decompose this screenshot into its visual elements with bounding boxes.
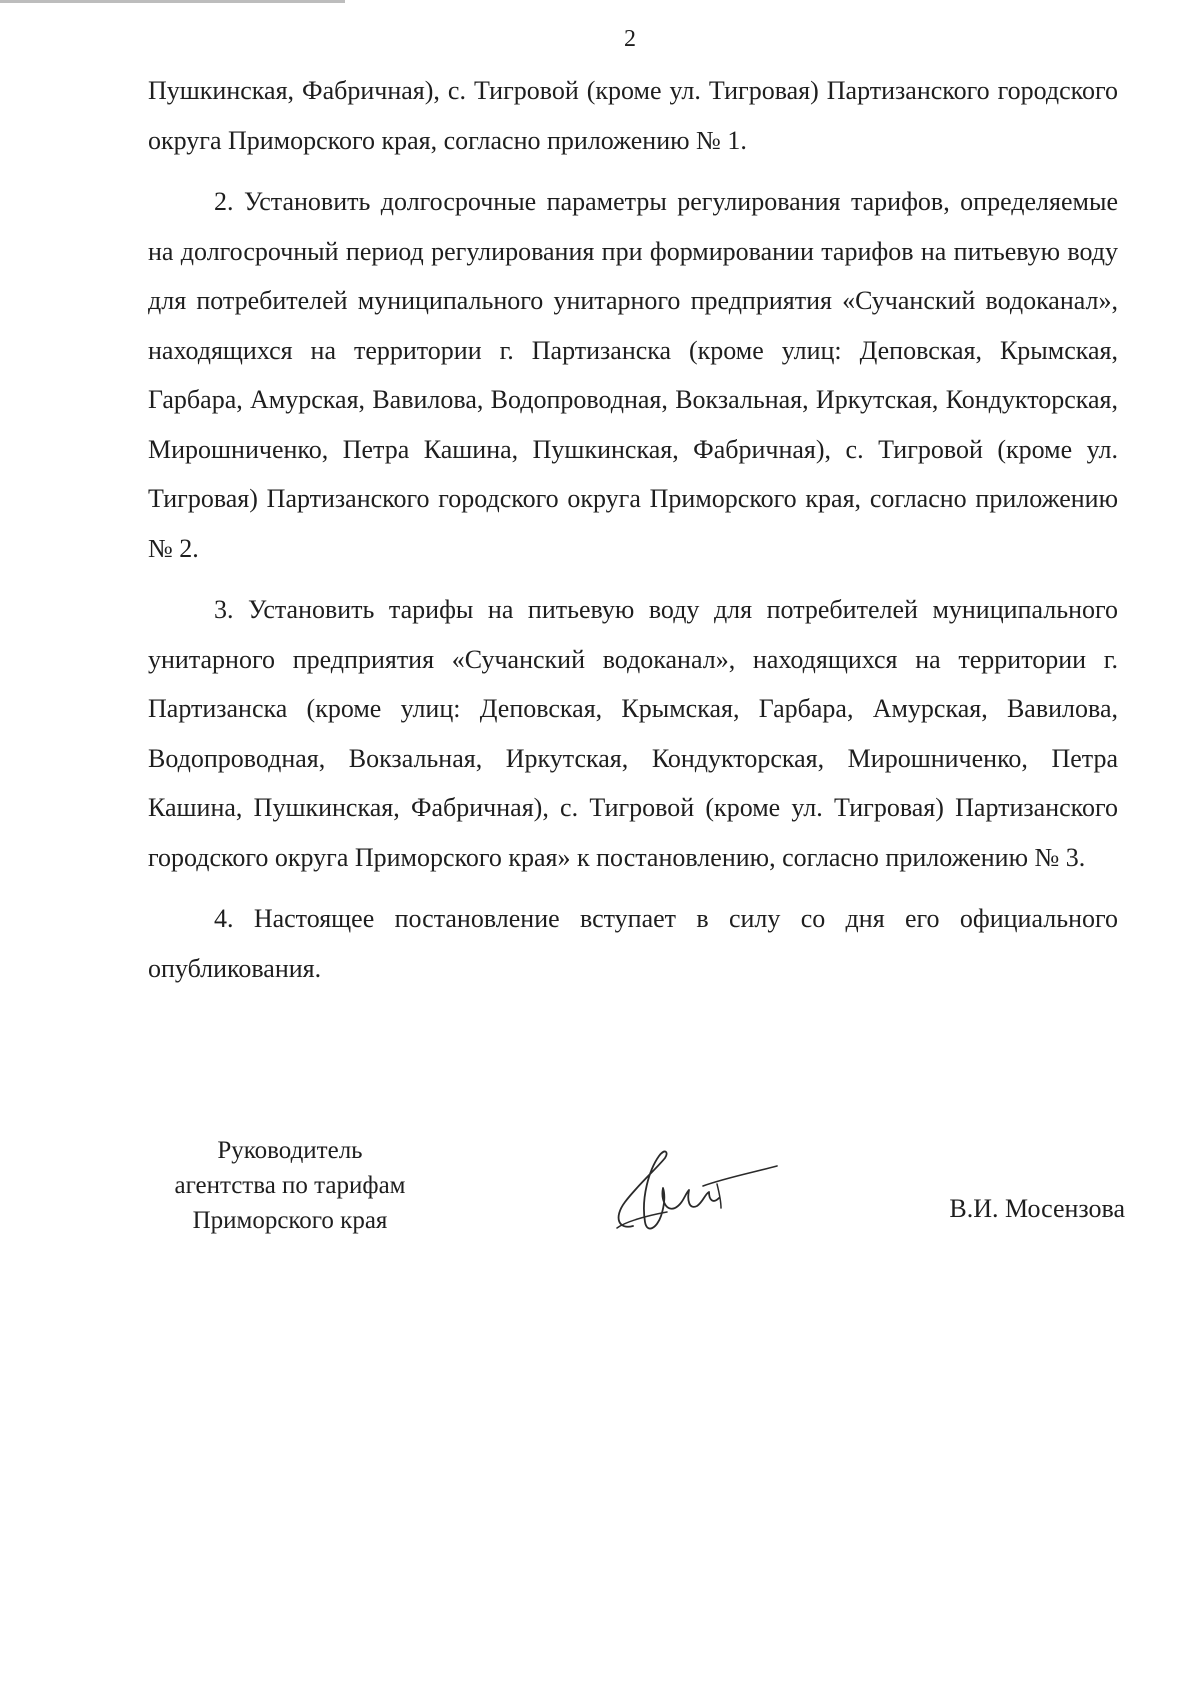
paragraph-continuation: Пушкинская, Фабричная), с. Тигровой (кроме ул. Тигровая) Партизанского городского округа Приморского края, согласно приложению № 1. — [148, 76, 1118, 155]
signer-name: В.И. Мосензова — [949, 1194, 1125, 1223]
paragraph-item-2: 2. Установить долгосрочные параметры регулирования тарифов, определяемые на долгосрочный период регулирования при формировании тарифов на питьевую воду для потребителей муниципального унитарного предприятия «Сучанский водоканал», находящихся на территории г. Партизанска (кроме улиц: Деповская, Крымская, Гарбара, Амурская, Вавилова, Водопроводная, Вокзальная, Иркутская, Кондукторская, Мирошниченко, Петра Кашина, Пушкинская, Фабричная), с. Тигровой (кроме ул. Тигровая) Партизанского городского округа Приморского края, согласно приложению № 2. — [148, 187, 1118, 563]
handwritten-signature — [605, 1138, 785, 1248]
document-body — [148, 66, 1118, 993]
signer-title-line: агентства по тарифам — [174, 1172, 406, 1199]
paragraph-item-4: 4. Настоящее постановление вступает в силу со дня его официального опубликования. — [148, 904, 1118, 983]
signer-title-line: Руководитель — [217, 1137, 363, 1164]
paragraph-item-3: 3. Установить тарифы на питьевую воду для потребителей муниципального унитарного предприятия «Сучанский водоканал», находящихся на территории г. Партизанска (кроме улиц: Деповская, Крымская, Гарбара, Амурская, Вавилова, Водопроводная, Вокзальная, Иркутская, Кондукторская, Мирошниченко, Петра Кашина, Пушкинская, Фабричная), с. Тигровой (кроме ул. Тигровая) Партизанского городского округа Приморского края» к постановлению, согласно приложению № 3. — [148, 595, 1118, 872]
signature-block — [150, 1133, 1125, 1263]
signer-title-line: Приморского края — [192, 1207, 388, 1234]
signer-title — [150, 1133, 430, 1238]
page-number: 2 — [624, 26, 636, 52]
scan-edge — [0, 0, 345, 3]
